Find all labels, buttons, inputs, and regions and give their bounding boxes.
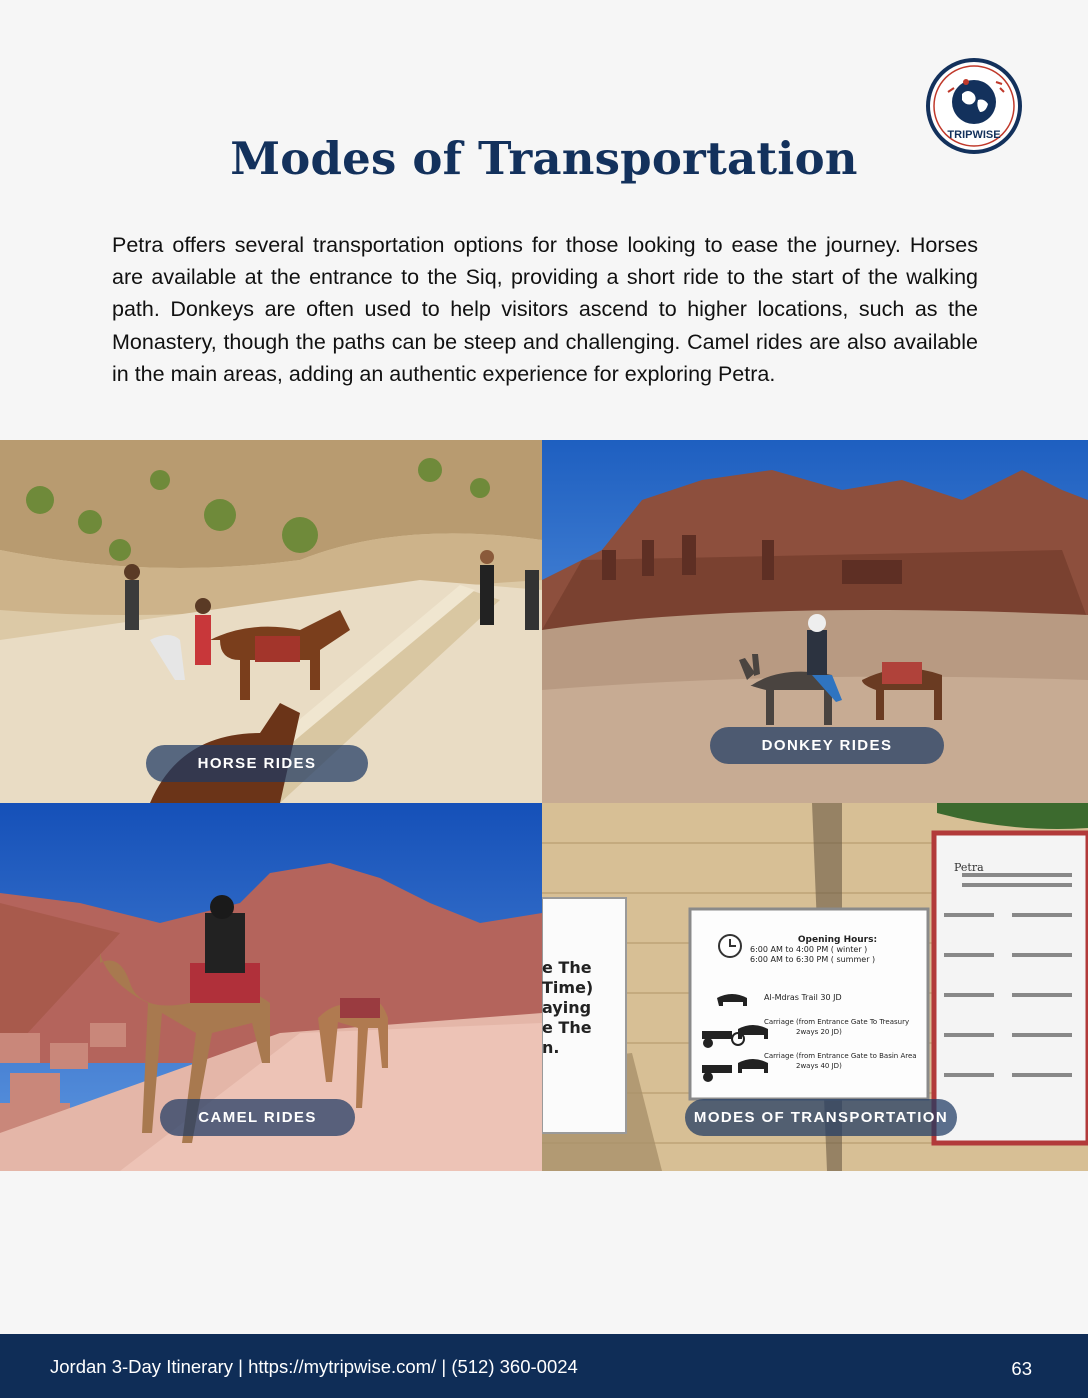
page-title: Modes of Transportation [230,132,858,185]
left-sign-line: e The [542,958,592,977]
donkey-photo [542,440,1088,803]
opening-hours-heading: Opening Hours: [797,935,878,945]
camel-rides-caption: CAMEL RIDES [160,1099,355,1136]
trail-price: Al-Mdras Trail 30 JD [764,993,842,1002]
intro-paragraph: Petra offers several transportation options for those looking to ease the journey. Horses are available at the entrance to the Siq, providing a short ride to the start of the walking path. Donkeys are often used to help visitors ascend to higher locations, such as the Monastery, though the paths can be steep and challenging. Camel rides are also available in the main areas, adding an authentic experience for exploring Petra. [112,233,978,386]
modes-caption: MODES OF TRANSPORTATION [685,1099,957,1136]
carriage-treasury-line1: Carriage (from Entrance Gate To Treasury [764,1018,910,1026]
horse-photo [0,440,542,803]
carriage-basin-line1: Carriage (from Entrance Gate to Basin Area [764,1052,917,1060]
summer-hours: 6:00 AM to 6:30 PM ( summer ) [750,955,876,964]
footer-info: Jordan 3-Day Itinerary | https://mytripwise.com/ | (512) 360-0024 [50,1356,578,1377]
camel-photo [0,803,542,1171]
donkey-rides-caption: DONKEY RIDES [710,727,944,764]
opening-hours-sign [750,935,925,1071]
right-sign-title: Petra [954,861,984,874]
carriage-basin-line2: 2ways 40 JD) [796,1062,842,1070]
footer [0,1334,1088,1398]
carriage-treasury-line2: 2ways 20 JD) [796,1028,842,1036]
page-number: 63 [1011,1358,1032,1379]
left-sign-line: aying [542,998,592,1017]
left-sign-line: Time) [542,978,594,997]
horse-rides-caption: HORSE RIDES [146,745,368,782]
sign-photo [542,803,1088,1171]
left-sign-line: n. [542,1038,560,1057]
left-sign-text [542,958,626,1058]
logo-wordmark: TRIPWISE [947,129,1001,141]
left-sign-line: e The [542,1018,592,1037]
winter-hours: 6:00 AM to 4:00 PM ( winter ) [750,945,868,954]
